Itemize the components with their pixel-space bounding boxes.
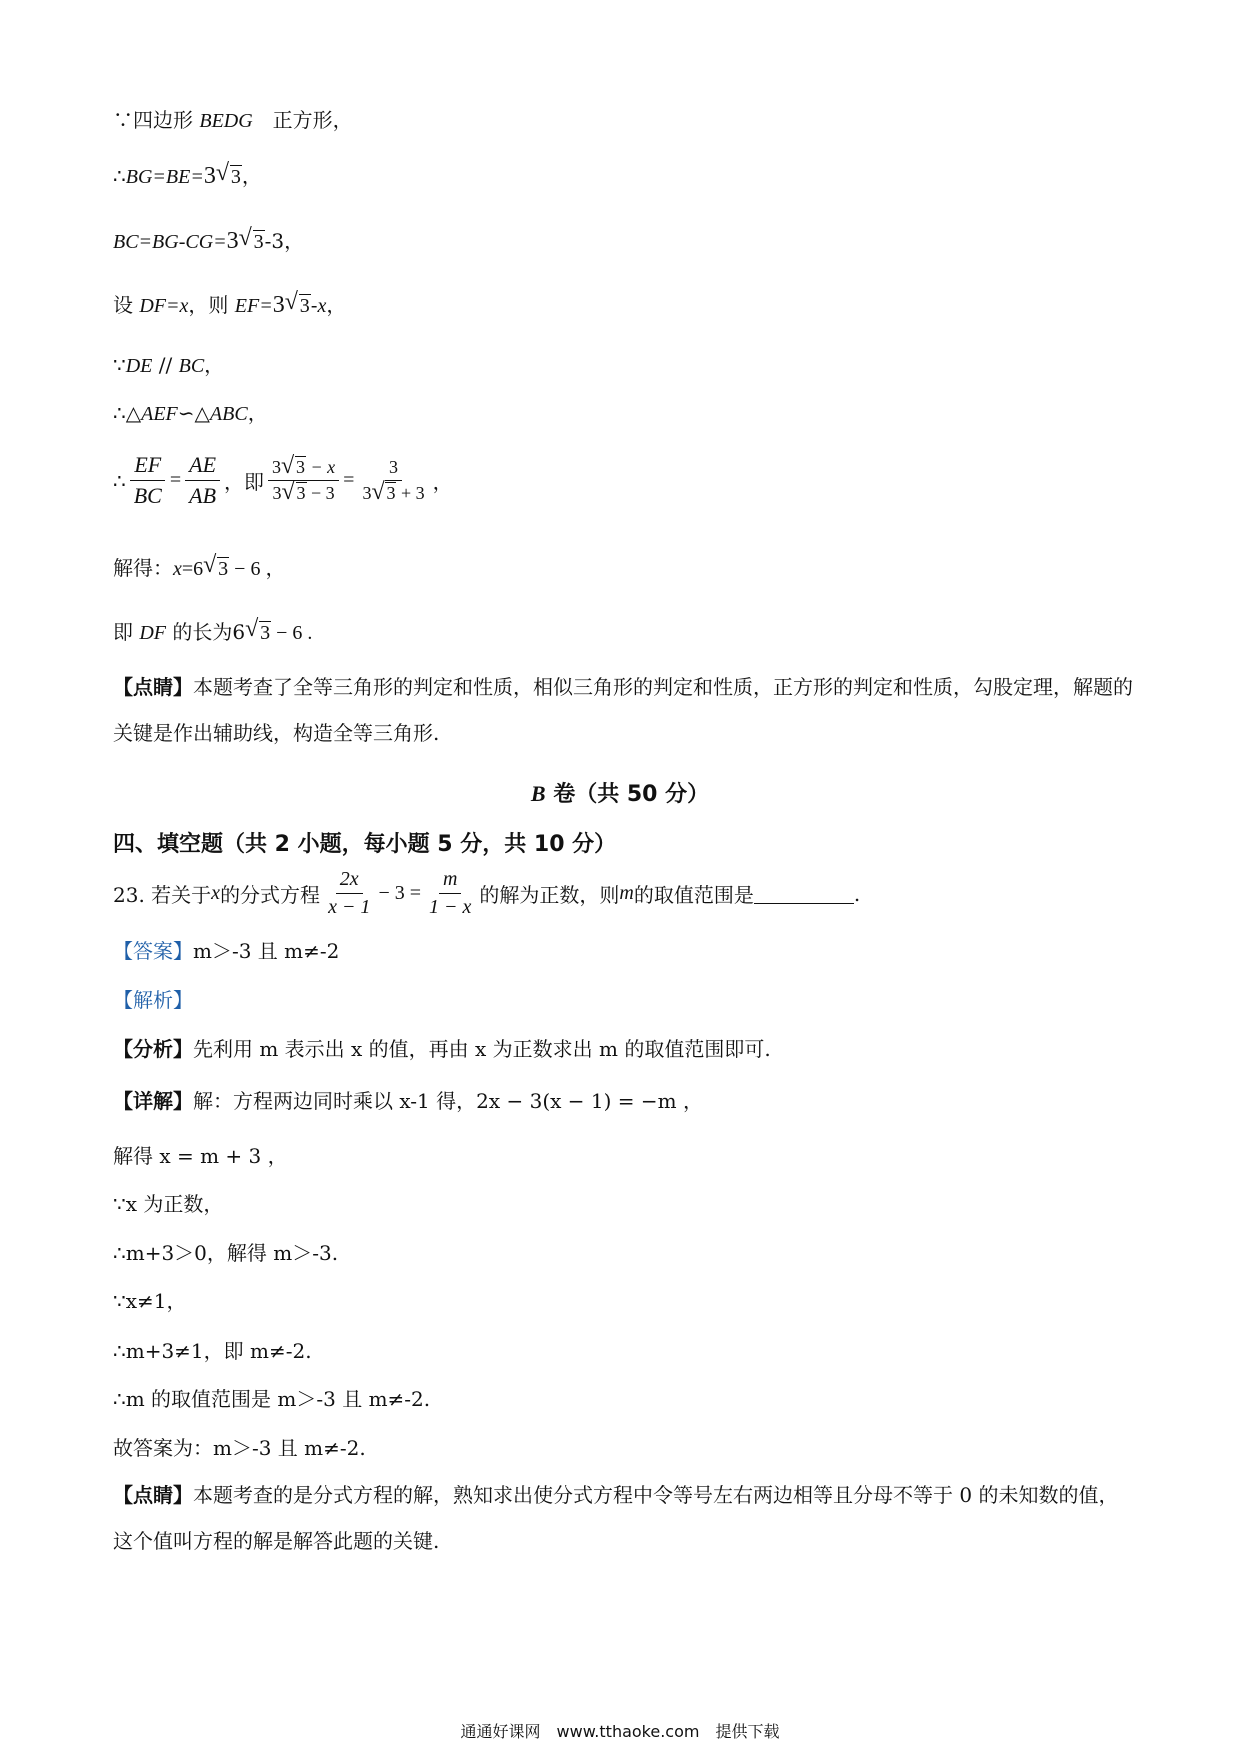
fraction: [324, 868, 374, 919]
solution-line-6: [113, 400, 268, 427]
fraction: [425, 868, 475, 919]
solution-line-5: [113, 352, 224, 379]
var: x: [173, 558, 182, 580]
step-line: ∴m+3≠1，即 m≠-2.: [113, 1339, 312, 1363]
radicand: 3: [253, 231, 264, 253]
text: -: [310, 293, 318, 317]
radicand: 3: [299, 295, 310, 317]
radicand: 3: [296, 483, 306, 503]
solution-line-1: [113, 107, 353, 134]
b-juan-heading: [0, 777, 1240, 808]
numerator: AE: [185, 452, 220, 481]
solution-line-3: [113, 228, 304, 255]
fraction: [358, 457, 428, 504]
dianjing-label: 【点睛】: [113, 675, 193, 699]
fenxi-label: 【分析】: [113, 1037, 193, 1061]
text: ，: [326, 293, 347, 317]
heading-text: 卷（共 50 分）: [545, 782, 710, 807]
text: .: [853, 881, 861, 906]
var: DE: [125, 355, 153, 377]
fraction: [130, 452, 166, 509]
footer-watermark: 通通好课网 www.tthaoke.com 提供下载: [460, 1722, 780, 1741]
var: ABC: [209, 403, 248, 425]
coef: 3: [203, 163, 216, 189]
step-line: 解得 x = m + 3 ，: [113, 1144, 288, 1168]
text: ∴: [113, 164, 126, 188]
text: 的分式方程: [220, 883, 321, 907]
solution-line-7: [113, 452, 453, 509]
var: BC: [178, 355, 205, 377]
text: − 3 =: [378, 882, 421, 904]
sqrt: [285, 293, 311, 319]
dianjing-text: 本题考查了全等三角形的判定和性质，相似三角形的判定和性质，正方形的判定和性质，勾股定理，解题的关键是作出辅助线，构造全等三角形.: [113, 675, 1133, 745]
sqrt: [203, 556, 229, 582]
text: ，则: [188, 293, 235, 317]
sqrt: [282, 483, 307, 504]
xiangjie-text: 解：方程两边同时乘以 x-1 得，2x − 3(x − 1) = −m ，: [193, 1089, 703, 1113]
text: 23. 若关于: [113, 883, 212, 907]
var: x: [211, 882, 221, 904]
var: m: [619, 882, 634, 904]
numerator: 3: [385, 457, 402, 481]
question-23: [113, 868, 860, 919]
text: 设: [113, 293, 140, 317]
text: ∵: [113, 353, 126, 377]
numerator: 2x: [336, 868, 363, 894]
text: =6: [181, 558, 204, 580]
coef: 3: [362, 483, 372, 503]
fraction: [268, 457, 339, 504]
dianjing-text: 本题考查的是分式方程的解，熟知求出使分式方程中令等号左右两边相等且分母不等于 0 的未知数的值，这个值叫方程的解是解答此题的关键.: [113, 1483, 1119, 1553]
step-line: 故答案为：m＞-3 且 m≠-2.: [113, 1436, 366, 1460]
text: ∴△: [113, 401, 142, 425]
text: ，: [241, 164, 262, 188]
text: ∵四边形: [113, 108, 200, 132]
text: − 3: [306, 483, 335, 503]
solution-line-9: [113, 619, 312, 646]
step-line: ∵x 为正数，: [113, 1192, 224, 1216]
step-line: ∴m+3＞0，解得 m＞-3.: [113, 1241, 339, 1265]
denominator: BC: [133, 483, 162, 508]
radicand: 3: [230, 166, 241, 188]
sqrt: [216, 164, 242, 190]
answer-line: [113, 938, 339, 964]
coef: 3: [226, 228, 239, 254]
coef: 3: [272, 483, 282, 503]
var: DF: [139, 622, 167, 644]
step-line: ∴m 的取值范围是 m＞-3 且 m≠-2.: [113, 1387, 431, 1411]
fenxi-line: [113, 1036, 771, 1062]
numerator: EF: [130, 452, 165, 481]
coef: 3: [272, 457, 282, 477]
text: 解得：: [113, 556, 173, 580]
text: ∴: [113, 468, 126, 493]
text: ∽△: [177, 401, 210, 425]
var: EF=: [234, 295, 273, 317]
coef: 3: [272, 292, 285, 318]
xiangjie-line: [113, 1088, 703, 1114]
text: − 6 .: [271, 622, 313, 644]
step-line: ∵x≠1，: [113, 1289, 187, 1313]
text: =: [343, 469, 355, 491]
answer-text: m＞-3 且 m≠-2: [193, 939, 340, 963]
numerator: m: [439, 868, 461, 894]
text: − x: [306, 457, 336, 477]
sqrt: [281, 457, 306, 478]
text: 的长为6: [166, 620, 246, 644]
text: + 3: [396, 483, 425, 503]
text: 即: [113, 620, 140, 644]
var: AEF: [141, 403, 178, 425]
answer-blank: [754, 883, 854, 904]
fraction: [185, 452, 220, 509]
text: ，: [432, 470, 453, 494]
analysis-label: 【解析】: [113, 988, 193, 1012]
text: ，即: [224, 470, 265, 494]
var: DF=x: [139, 295, 189, 317]
text: − 6 ，: [229, 558, 286, 580]
radicand: 3: [386, 483, 396, 503]
text: =: [169, 469, 182, 491]
section-heading: 四、填空题（共 2 小题，每小题 5 分，共 10 分）: [113, 832, 617, 857]
denominator: [269, 481, 339, 504]
numerator: [268, 457, 339, 481]
radicand: 3: [218, 558, 229, 580]
radicand: 3: [260, 622, 271, 644]
sqrt: [239, 229, 265, 255]
denominator: AB: [189, 483, 217, 508]
denominator: 1 − x: [429, 896, 472, 918]
solution-line-8: [113, 555, 285, 582]
var: B: [530, 781, 546, 806]
radicand: 3: [296, 457, 306, 477]
var: x: [317, 295, 327, 317]
text: ，: [247, 401, 268, 425]
solution-line-4: [113, 292, 346, 319]
text: 的解为正数，则: [479, 883, 620, 907]
denominator: [358, 481, 428, 504]
text: ，: [204, 353, 225, 377]
var: BEDG: [199, 110, 253, 132]
dianjing-paragraph-2: [113, 1472, 1133, 1564]
denominator: x − 1: [328, 896, 371, 918]
dianjing-paragraph-1: [113, 664, 1133, 756]
dianjing-label: 【点睛】: [113, 1483, 193, 1507]
solution-line-2: [113, 163, 262, 190]
text: -3，: [264, 229, 305, 253]
answer-label: 【答案】: [113, 939, 193, 963]
text: 正方形，: [252, 108, 353, 132]
sqrt: [371, 483, 396, 504]
fenxi-text: 先利用 m 表示出 x 的值，再由 x 为正数求出 m 的取值范围即可.: [193, 1037, 771, 1061]
text: //: [152, 353, 179, 377]
text: 的取值范围是: [633, 883, 754, 907]
xiangjie-label: 【详解】: [113, 1089, 193, 1113]
var: BG=BE=: [125, 166, 204, 188]
sqrt: [245, 620, 271, 646]
var: BC=BG-CG=: [113, 231, 227, 253]
